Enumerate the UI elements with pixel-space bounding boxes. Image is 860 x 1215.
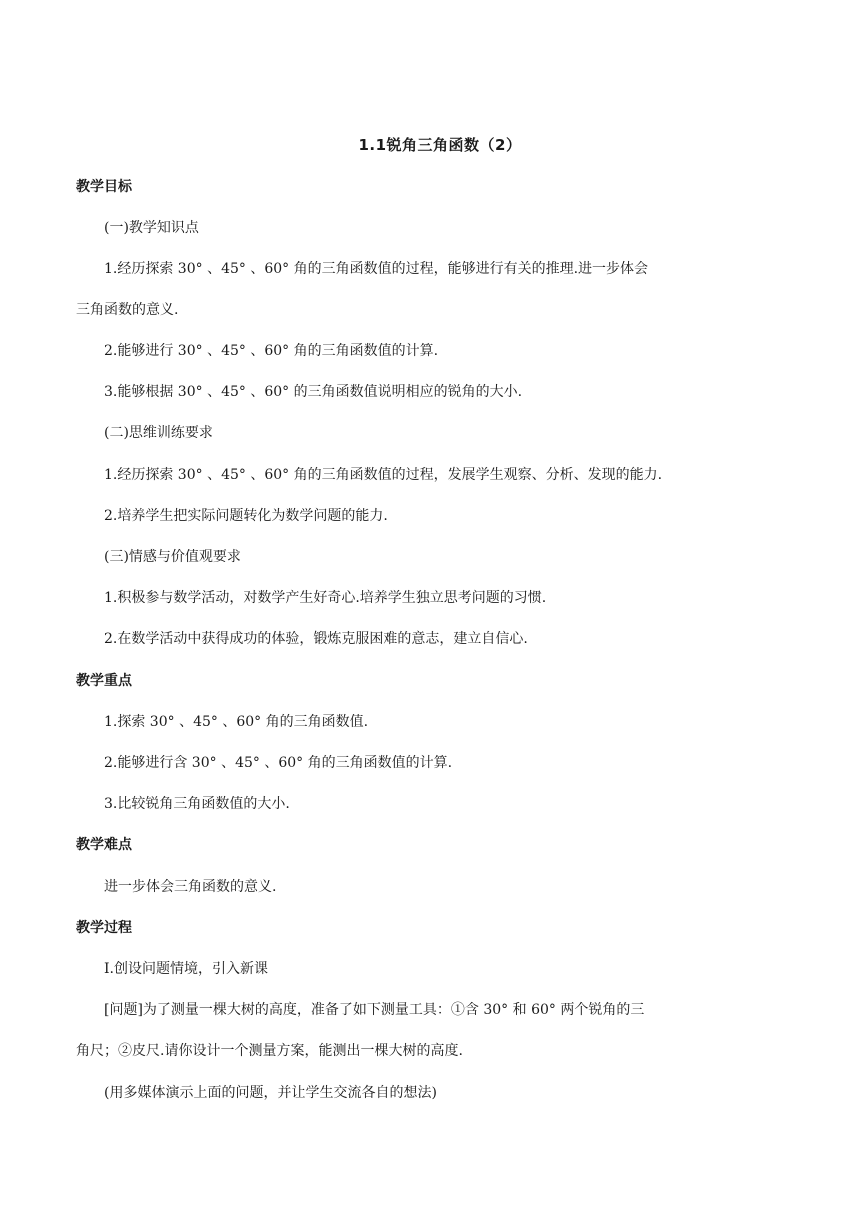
key-item-2: 2.能够进行含 30° 、45° 、60° 角的三角函数值的计算. <box>104 755 453 771</box>
process-item-1: Ⅰ.创设问题情境，引入新课 <box>104 961 268 977</box>
knowledge-item-3: 3.能够根据 30° 、45° 、60° 的三角函数值说明相应的锐角的大小. <box>104 384 523 400</box>
process-note: (用多媒体演示上面的问题，并让学生交流各自的想法) <box>104 1085 437 1101</box>
objectives-heading: 教学目标 <box>76 179 132 195</box>
knowledge-heading: (一)教学知识点 <box>104 220 199 236</box>
key-item-1: 1.探索 30° 、45° 、60° 角的三角函数值. <box>104 714 369 730</box>
thinking-heading: (二)思维训练要求 <box>104 425 213 441</box>
difficult-item-1: 进一步体会三角函数的意义. <box>104 879 277 895</box>
key-item-3: 3.比较锐角三角函数值的大小. <box>104 796 290 812</box>
key-heading: 教学重点 <box>76 673 132 689</box>
knowledge-item-2: 2.能够进行 30° 、45° 、60° 角的三角函数值的计算. <box>104 343 439 359</box>
emotion-item-2: 2.在数学活动中获得成功的体验，锻炼克服困难的意志，建立自信心. <box>104 631 528 647</box>
process-heading: 教学过程 <box>76 920 132 936</box>
process-question-line-1: [问题]为了测量一棵大树的高度，准备了如下测量工具：①含 30° 和 60° 两个锐角的三 <box>104 1002 645 1018</box>
thinking-item-2: 2.培养学生把实际问题转化为数学问题的能力. <box>104 508 388 524</box>
process-question-line-2: 角尺；②皮尺.请你设计一个测量方案，能测出一棵大树的高度. <box>76 1043 463 1059</box>
emotion-heading: (三)情感与价值观要求 <box>104 549 241 565</box>
knowledge-item-1-line-1: 1.经历探索 30° 、45° 、60° 角的三角函数值的过程，能够进行有关的推理.进一步体会 <box>104 261 649 277</box>
thinking-item-1: 1.经历探索 30° 、45° 、60° 角的三角函数值的过程，发展学生观察、分析、发现的能力. <box>104 467 663 483</box>
emotion-item-1: 1.积极参与数学活动，对数学产生好奇心.培养学生独立思考问题的习惯. <box>104 590 547 606</box>
knowledge-item-1-line-2: 三角函数的意义. <box>76 302 179 318</box>
document-title: 1.1锐角三角函数（2） <box>358 136 522 154</box>
difficult-heading: 教学难点 <box>76 837 132 853</box>
